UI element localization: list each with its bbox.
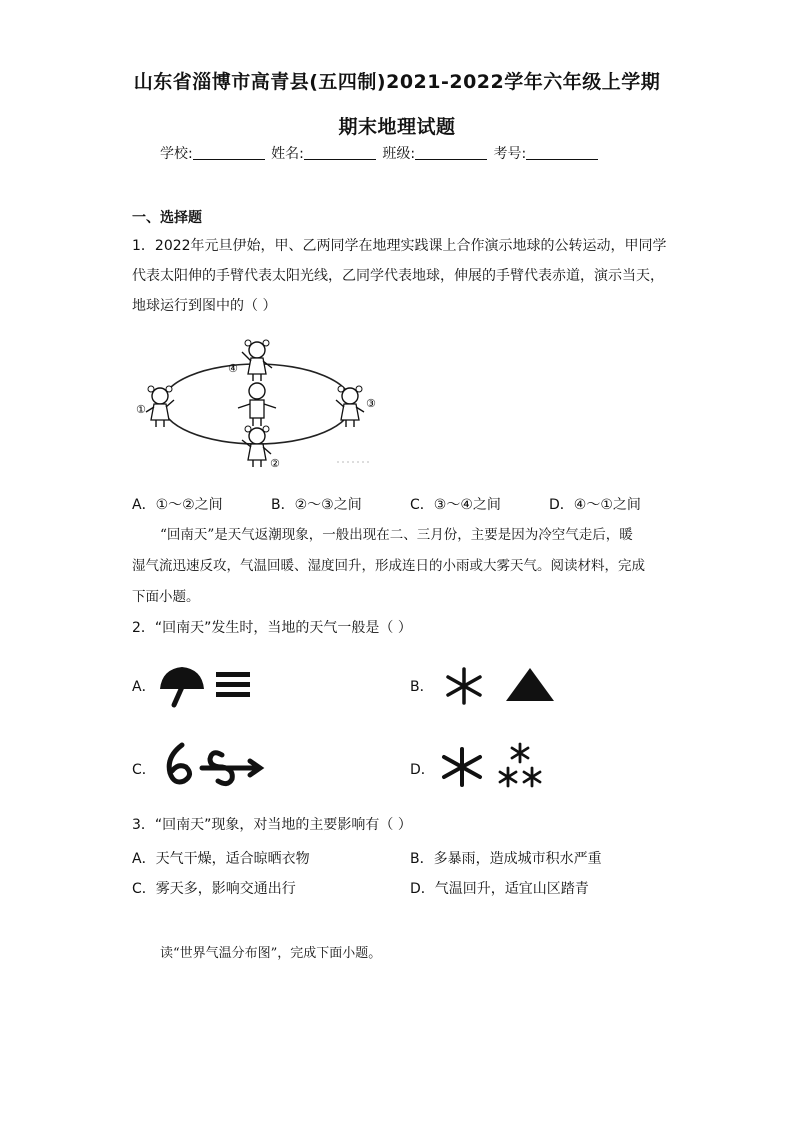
q3-option-b[interactable]: B．多暴雨，造成城市积水严重 <box>410 851 602 867</box>
figure-label-2: ② <box>270 457 280 470</box>
section-title: 一、选择题 <box>132 210 202 226</box>
figure-label-3: ③ <box>366 397 376 410</box>
q3-option-d[interactable]: D．气温回升，适宜山区踏青 <box>410 881 589 897</box>
child-figure-right <box>336 386 364 427</box>
q2-option-a[interactable]: A． <box>132 663 392 711</box>
page-title-line2: 期末地理试题 <box>338 116 456 138</box>
orbit-figure <box>132 332 382 477</box>
snowflake-icon <box>448 669 480 703</box>
typhoon-icon <box>169 745 189 782</box>
next-questions-note: 读“世界气温分布图”，完成下面小题。 <box>160 946 382 961</box>
child-figure-bottom <box>242 426 271 467</box>
student-info-row <box>160 143 600 163</box>
q1-option-a[interactable]: A．①～②之间 <box>132 497 223 513</box>
rain-umbrella-icon <box>160 667 204 705</box>
material-line-3: 下面小题。 <box>132 589 200 605</box>
material-line-2: 湿气流迅速反攻，气温回暖、湿度回升，形成连日的小雨或大雾天气。阅读材料，完成 <box>132 558 645 574</box>
material-line-1: “回南天”是天气返潮现象，一般出现在二、三月份，主要是因为冷空气走后，暖 <box>160 527 633 543</box>
page-title-line1: 山东省淄博市高青县(五四制)2021-2022学年六年级上学期 <box>133 71 661 93</box>
q2-option-b[interactable]: B． <box>410 663 670 711</box>
q2-option-d[interactable]: D． <box>410 741 670 793</box>
q2-option-c[interactable]: C． <box>132 741 392 793</box>
heavy-snow-icon <box>500 744 540 786</box>
figure-label-1: ① <box>136 403 146 416</box>
school-blank <box>193 145 265 160</box>
fog-lines-icon <box>216 672 250 697</box>
exam-number-blank <box>526 145 598 160</box>
class-blank <box>415 145 487 160</box>
hail-icon <box>506 668 554 701</box>
q1-line-1: 1．2022年元旦伊始，甲、乙两同学在地理实践课上合作演示地球的公转运动，甲同学 <box>132 238 667 254</box>
q1-line-2: 代表太阳伸的手臂代表太阳光线，乙同学代表地球，伸展的手臂代表赤道，演示当天， <box>132 268 664 284</box>
q1-line-3: 地球运行到图中的（ ） <box>132 298 277 314</box>
q3-option-c[interactable]: C．雾天多，影响交通出行 <box>132 881 296 897</box>
sandstorm-icon <box>202 753 260 784</box>
name-label: 姓名: <box>271 146 304 162</box>
figure-label-4: ④ <box>228 362 238 375</box>
q3-stem: 3．“回南天”现象，对当地的主要影响有（ ） <box>132 817 412 833</box>
school-label: 学校: <box>160 146 193 162</box>
q2-stem: 2．“回南天”发生时，当地的天气一般是（ ） <box>132 620 412 636</box>
name-blank <box>304 145 376 160</box>
q3-option-a[interactable]: A．天气干燥，适合晾晒衣物 <box>132 851 310 867</box>
child-figure-top <box>242 340 272 381</box>
q1-option-d[interactable]: D．④～①之间 <box>549 497 641 513</box>
center-figure-sun <box>238 383 276 426</box>
q1-option-b[interactable]: B．②～③之间 <box>271 497 362 513</box>
class-label: 班级: <box>382 146 416 162</box>
snow-icon <box>444 749 480 785</box>
q1-option-c[interactable]: C．③～④之间 <box>410 497 501 513</box>
exam-number-label: 考号: <box>493 146 527 162</box>
